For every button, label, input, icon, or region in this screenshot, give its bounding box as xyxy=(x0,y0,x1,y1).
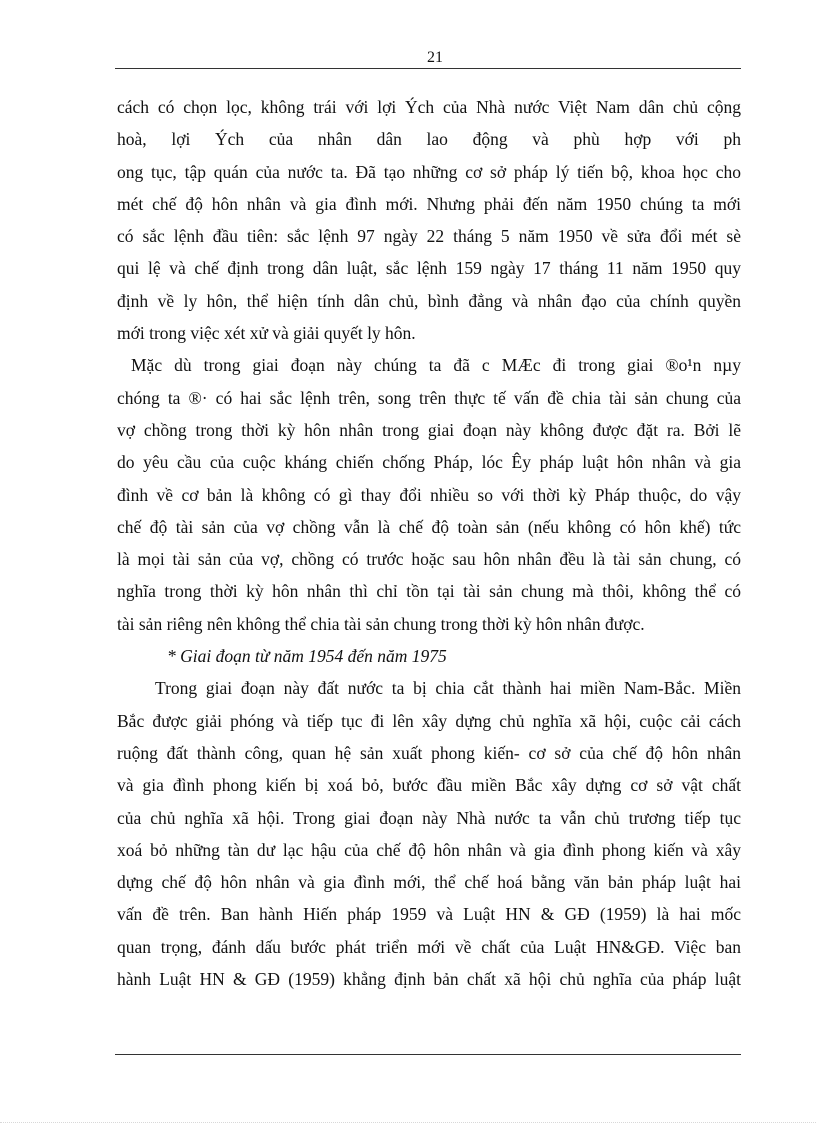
text-line: vấn đề trên. Ban hành Hiến pháp 1959 và Luật HN & GĐ (1959) là hai mốc xyxy=(117,904,741,925)
text-line: vợ chồng trong thời kỳ hôn nhân trong giai đoạn này không được đặt ra. Bởi lẽ xyxy=(117,419,741,440)
text-line: hoà, lợi Ých của nhân dân lao động và phù hợp với ph xyxy=(117,129,741,150)
text-line: quan trọng, đánh dấu bước phát triển mới về chất của Luật HN&GĐ. Việc ban xyxy=(117,936,741,957)
paragraph-1 xyxy=(117,91,741,349)
text-line: tài sản riêng nên không thể chia tài sản chung trong thời kỳ hôn nhân được. xyxy=(117,613,645,634)
body-text xyxy=(117,91,741,995)
text-line: mới trong việc xét xử và giải quyết ly hôn. xyxy=(117,323,416,344)
paragraph-3 xyxy=(117,672,741,995)
text-line: mét chế độ hôn nhân và gia đình mới. Nhưng phải đến năm 1950 chúng ta mới xyxy=(117,193,741,214)
text-line: cách có chọn lọc, không trái với lợi Ých của Nhà nước Việt Nam dân chủ cộng xyxy=(117,97,741,117)
text-line: chế độ tài sản của vợ chồng vẫn là chế độ toàn sản (nếu không có hôn khế) tức xyxy=(117,516,741,537)
text-line: đình về cơ bản là không có gì thay đổi nhiều so với thời kỳ Pháp thuộc, do vậy xyxy=(117,484,741,505)
text-line: xoá bỏ những tàn dư lạc hậu của chế độ hôn nhân và gia đình phong kiến và xây xyxy=(117,839,741,860)
text-line: qui lệ và chế định trong dân luật, sắc lệnh 159 ngày 17 tháng 11 năm 1950 quy xyxy=(117,258,741,279)
text-line: hành Luật HN & GĐ (1959) khẳng định bản chất xã hội chủ nghĩa của pháp luật xyxy=(117,969,741,990)
text-line: ong tục, tập quán của nước ta. Đã tạo những cơ sở pháp lý tiến bộ, khoa học cho xyxy=(117,161,741,182)
text-line: chóng ta ®· có hai sắc lệnh trên, song trên thực tế vấn đề chia tài sản chung của xyxy=(117,387,741,408)
text-line: của chủ nghĩa xã hội. Trong giai đoạn này Nhà nước ta vẫn chủ trương tiếp tục xyxy=(117,807,741,828)
section-heading xyxy=(117,640,741,672)
page-number: 21 xyxy=(427,49,443,66)
section-heading-text: * Giai đoạn từ năm 1954 đến năm 1975 xyxy=(167,646,447,667)
text-line: Trong giai đoạn này đất nước ta bị chia cắt thành hai miền Nam-Bắc. Miền xyxy=(155,678,741,699)
text-line: nghĩa trong thời kỳ hôn nhân thì chỉ tồn tại tài sản chung mà thôi, không thể có xyxy=(117,581,741,602)
text-line: là mọi tài sản của vợ, chồng có trước hoặc sau hôn nhân đều là tài sản chung, có xyxy=(117,549,741,570)
text-line: do yêu cầu của cuộc kháng chiến chống Pháp, lóc Êy pháp luật hôn nhân và gia xyxy=(117,452,741,473)
text-line: Mặc dù trong giai đoạn này chúng ta đã c MÆc đi trong giai ®o¹n nµy xyxy=(131,355,741,376)
text-line: và gia đình phong kiến bị xoá bỏ, bước đầu miền Bắc xây dựng cơ sở vật chất xyxy=(117,775,741,796)
text-line: dựng chế độ hôn nhân và gia đình mới, thể chế hoá bằng văn bản pháp luật hai xyxy=(117,872,741,893)
text-line: ruộng đất thành công, quan hệ sản xuất phong kiến- cơ sở của chế độ hôn nhân xyxy=(117,742,741,763)
footer-rule xyxy=(115,1054,741,1055)
text-line: có sắc lệnh đầu tiên: sắc lệnh 97 ngày 22 tháng 5 năm 1950 về sửa đổi mét sè xyxy=(117,226,741,247)
text-line: Bắc được giải phóng và tiếp tục đi lên xây dựng chủ nghĩa xã hội, cuộc cải cách xyxy=(117,710,741,731)
header-rule xyxy=(115,68,741,69)
text-line: định về ly hôn, thể hiện tính dân chủ, bình đẳng và nhân đạo của chính quyền xyxy=(117,290,741,311)
paragraph-2 xyxy=(117,349,741,640)
